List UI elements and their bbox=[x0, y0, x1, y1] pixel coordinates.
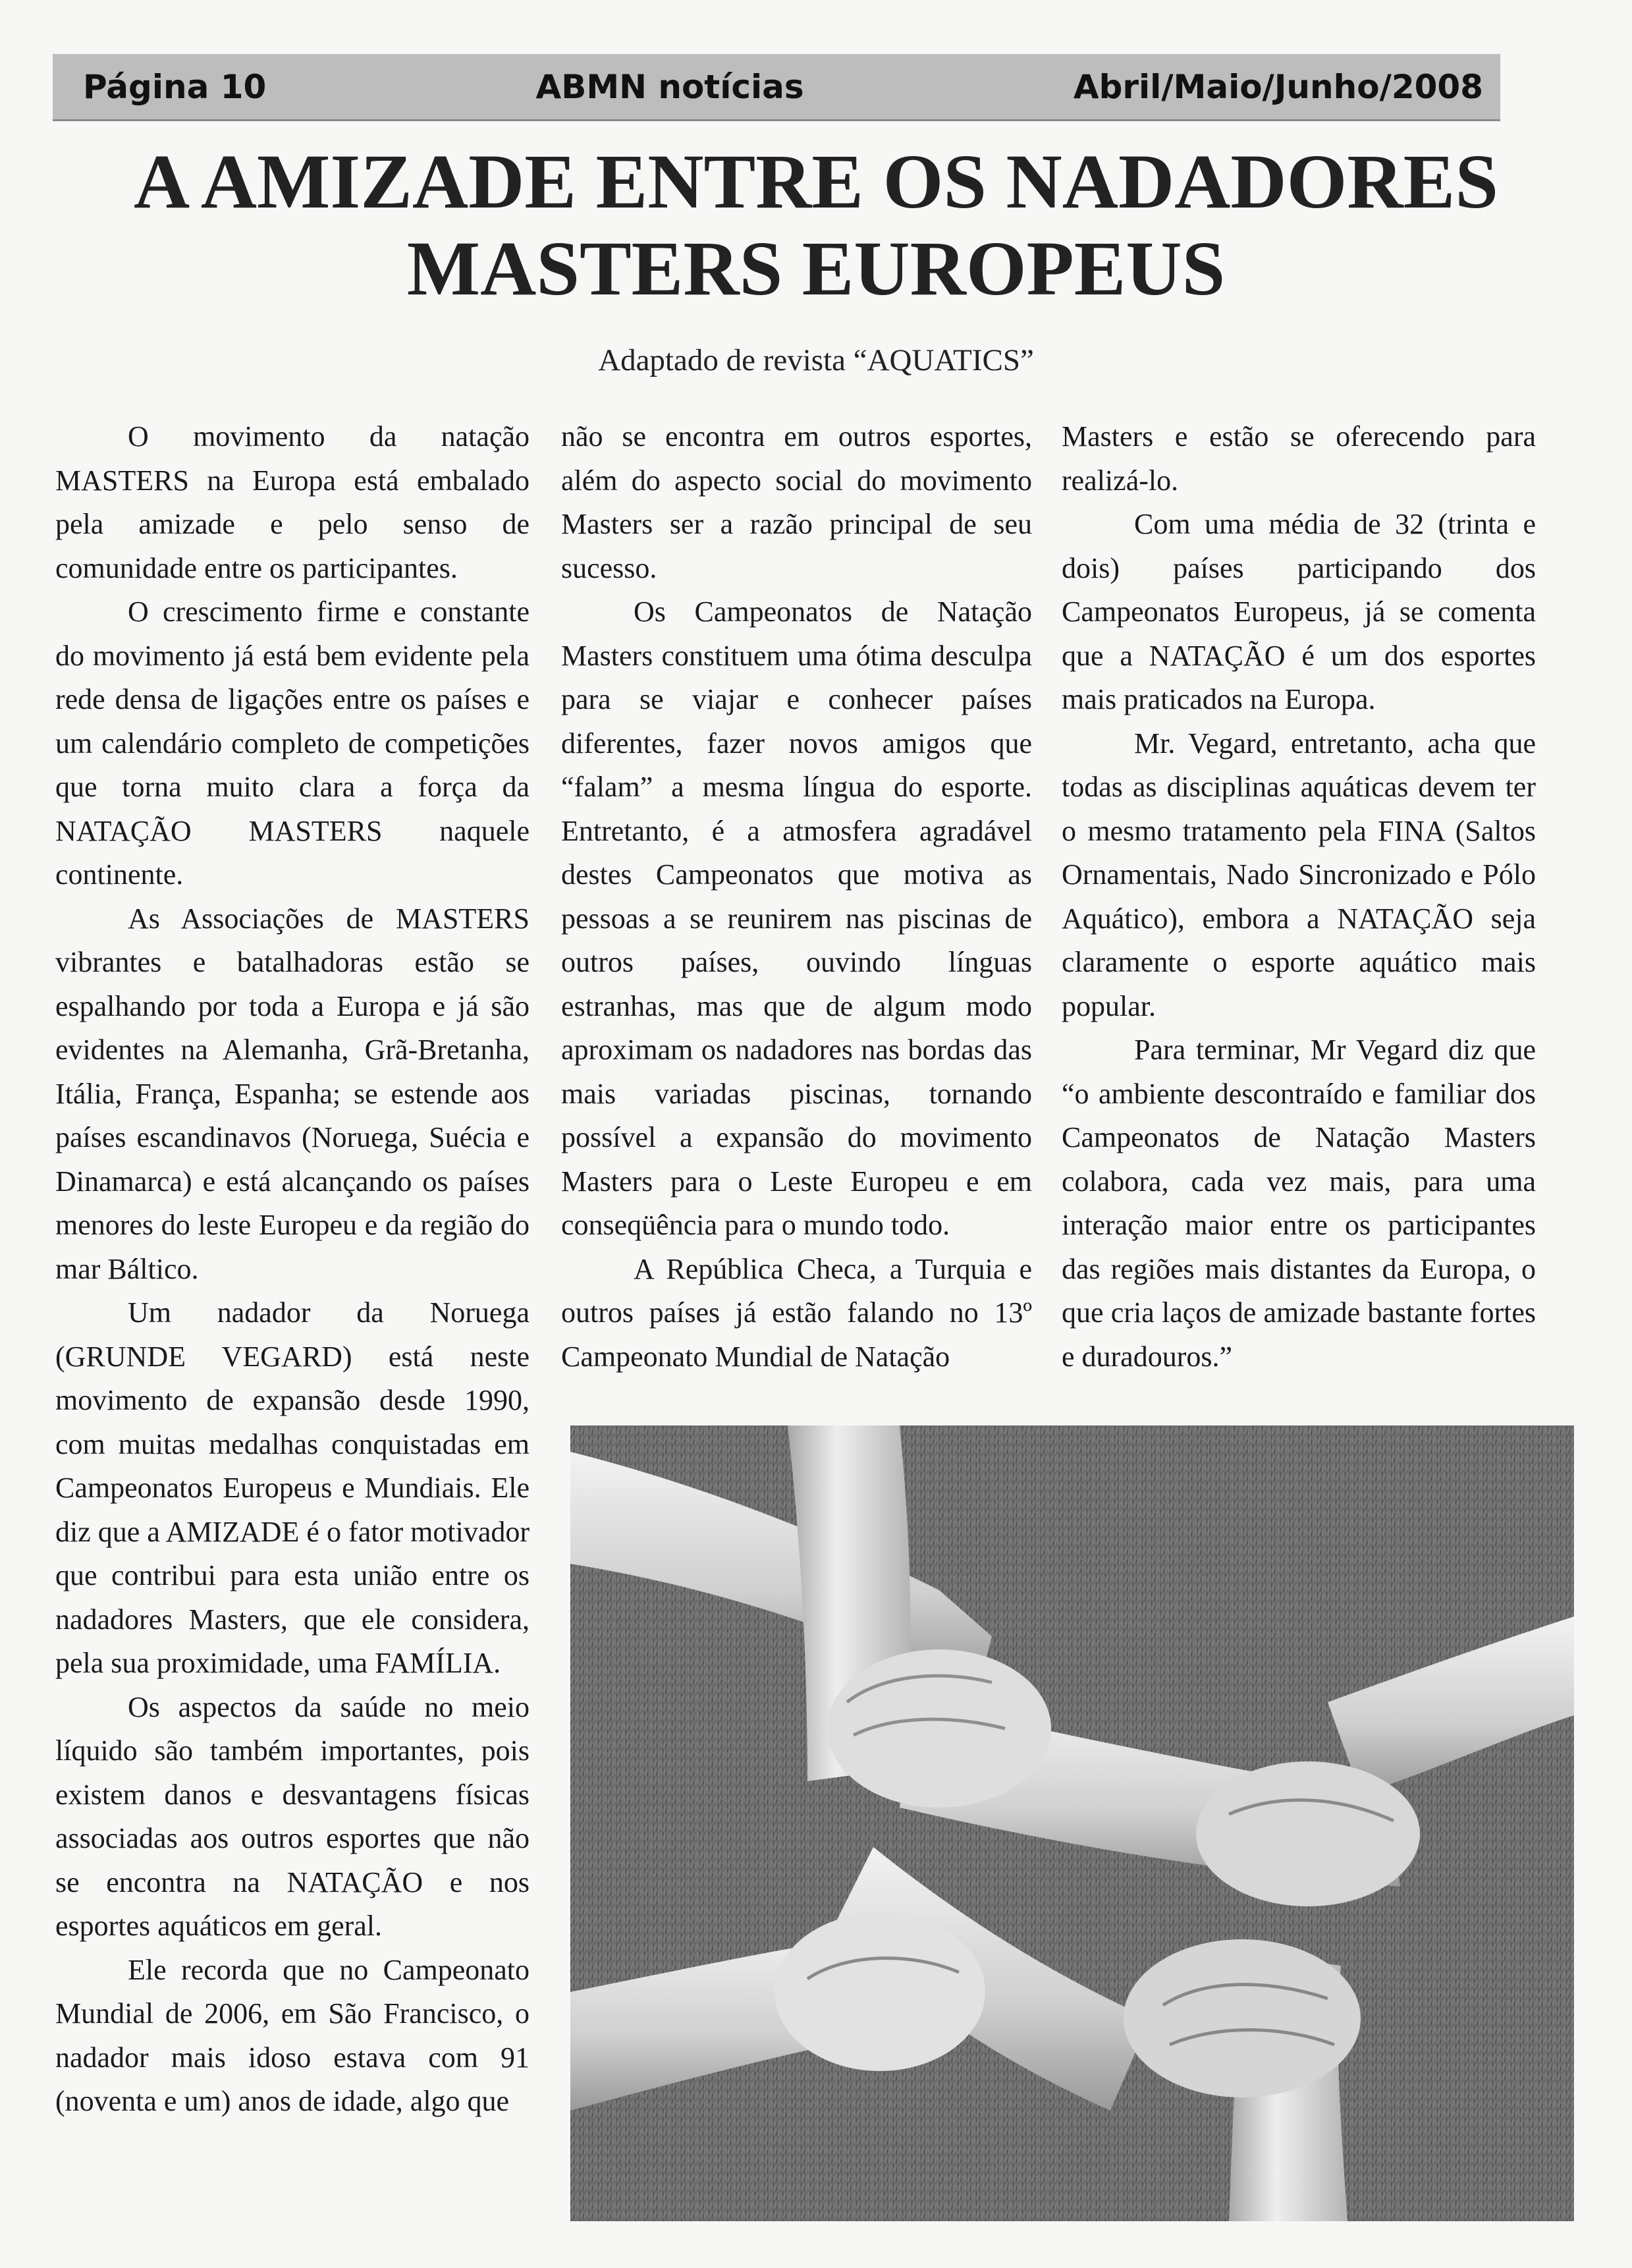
paragraph: Um nadador da Noruega (GRUNDE VEGARD) está neste movimento de expansão desde 1990, com muitas medalhas conquistadas em Campeonatos Europeus e Mundiais. Ele diz que a AMIZADE é o fator motivador que contribui para esta união entre os nadadores Masters, que ele considera, pela sua proximidade, uma FAMÍLIA. bbox=[55, 1296, 530, 1679]
paragraph: As Associações de MASTERS vibrantes e batalhadoras estão se espalhando por toda a Europa e já são evidentes na Alemanha, Grã-Bretanha, Itália, França, Espanha; se estende aos países escandinavos (Noruega, Suécia e Dinamarca) e está alcançando os países menores do leste Europeu e da região do mar Báltico. bbox=[55, 902, 530, 1285]
page-number: Página 10 bbox=[83, 67, 267, 106]
paragraph: Masters e estão se oferecendo para realizá-lo. bbox=[1062, 420, 1536, 497]
paragraph: Os aspectos da saúde no meio líquido são também importantes, pois existem danos e desvantagens físicas associadas aos outros esportes que não se encontra na NATAÇÃO e nos esportes aquáticos em geral. bbox=[55, 1690, 530, 1942]
article-title-line-2: MASTERS EUROPEUS bbox=[406, 225, 1226, 312]
paragraph: Os Campeonatos de Natação Masters constituem uma ótima desculpa para se viajar e conhecer países diferentes, fazer novos amigos que “falam” a mesma língua do esporte. Entretanto, é a atmosfera agradável destes Campeonatos que motiva as pessoas a se reunirem nas piscinas de outros países, ouvindo línguas estranhas, mas que de algum modo aproximam os nadadores nas bordas das mais variadas piscinas, tornando possível a expansão do movimento Masters para o Leste Europeu e em conseqüência para o mundo todo. bbox=[561, 595, 1032, 1241]
article-column-1 bbox=[55, 415, 530, 2124]
issue-date: Abril/Maio/Junho/2008 bbox=[1073, 67, 1483, 106]
article-column-3 bbox=[1062, 415, 1536, 1379]
paragraph: A República Checa, a Turquia e outros países já estão falando no 13º Campeonato Mundial de Natação bbox=[561, 1252, 1032, 1373]
page-header bbox=[53, 54, 1500, 121]
article-title-line-1: A AMIZADE ENTRE OS NADADORES bbox=[134, 138, 1498, 225]
article-column-2 bbox=[561, 415, 1032, 1379]
linked-hands-photo bbox=[570, 1425, 1574, 2221]
paragraph: O movimento da natação MASTERS na Europa está embalado pela amizade e pelo senso de comunidade entre os participantes. bbox=[55, 420, 530, 584]
paragraph: Com uma média de 32 (trinta e dois) países participando dos Campeonatos Europeus, já se comenta que a NATAÇÃO é um dos esportes mais praticados na Europa. bbox=[1062, 508, 1536, 715]
paragraph: não se encontra em outros esportes, além do aspecto social do movimento Masters ser a razão principal de seu sucesso. bbox=[561, 420, 1032, 584]
article-source: Adaptado de revista “AQUATICS” bbox=[598, 343, 1034, 377]
article-title bbox=[0, 138, 1632, 312]
paragraph: O crescimento firme e constante do movimento já está bem evidente pela rede densa de ligações entre os países e um calendário completo de competições que torna muito clara a força da NATAÇÃO MASTERS naquele continente. bbox=[55, 595, 530, 891]
publication-name: ABMN notícias bbox=[535, 67, 804, 106]
paragraph: Para terminar, Mr Vegard diz que “o ambiente descontraído e familiar dos Campeonatos de Natação Masters colabora, cada vez mais, para uma interação maior entre os participantes das regiões mais distantes da Europa, o que cria laços de amizade bastante fortes e duradouros.” bbox=[1062, 1034, 1536, 1373]
paragraph: Mr. Vegard, entretanto, acha que todas as disciplinas aquáticas devem ter o mesmo tratamento pela FINA (Saltos Ornamentais, Nado Sincronizado e Pólo Aquático), embora a NATAÇÃO seja claramente o esporte aquático mais popular. bbox=[1062, 727, 1536, 1022]
paragraph: Ele recorda que no Campeonato Mundial de 2006, em São Francisco, o nadador mais idoso estava com 91 (noventa e um) anos de idade, algo que bbox=[55, 1953, 530, 2117]
